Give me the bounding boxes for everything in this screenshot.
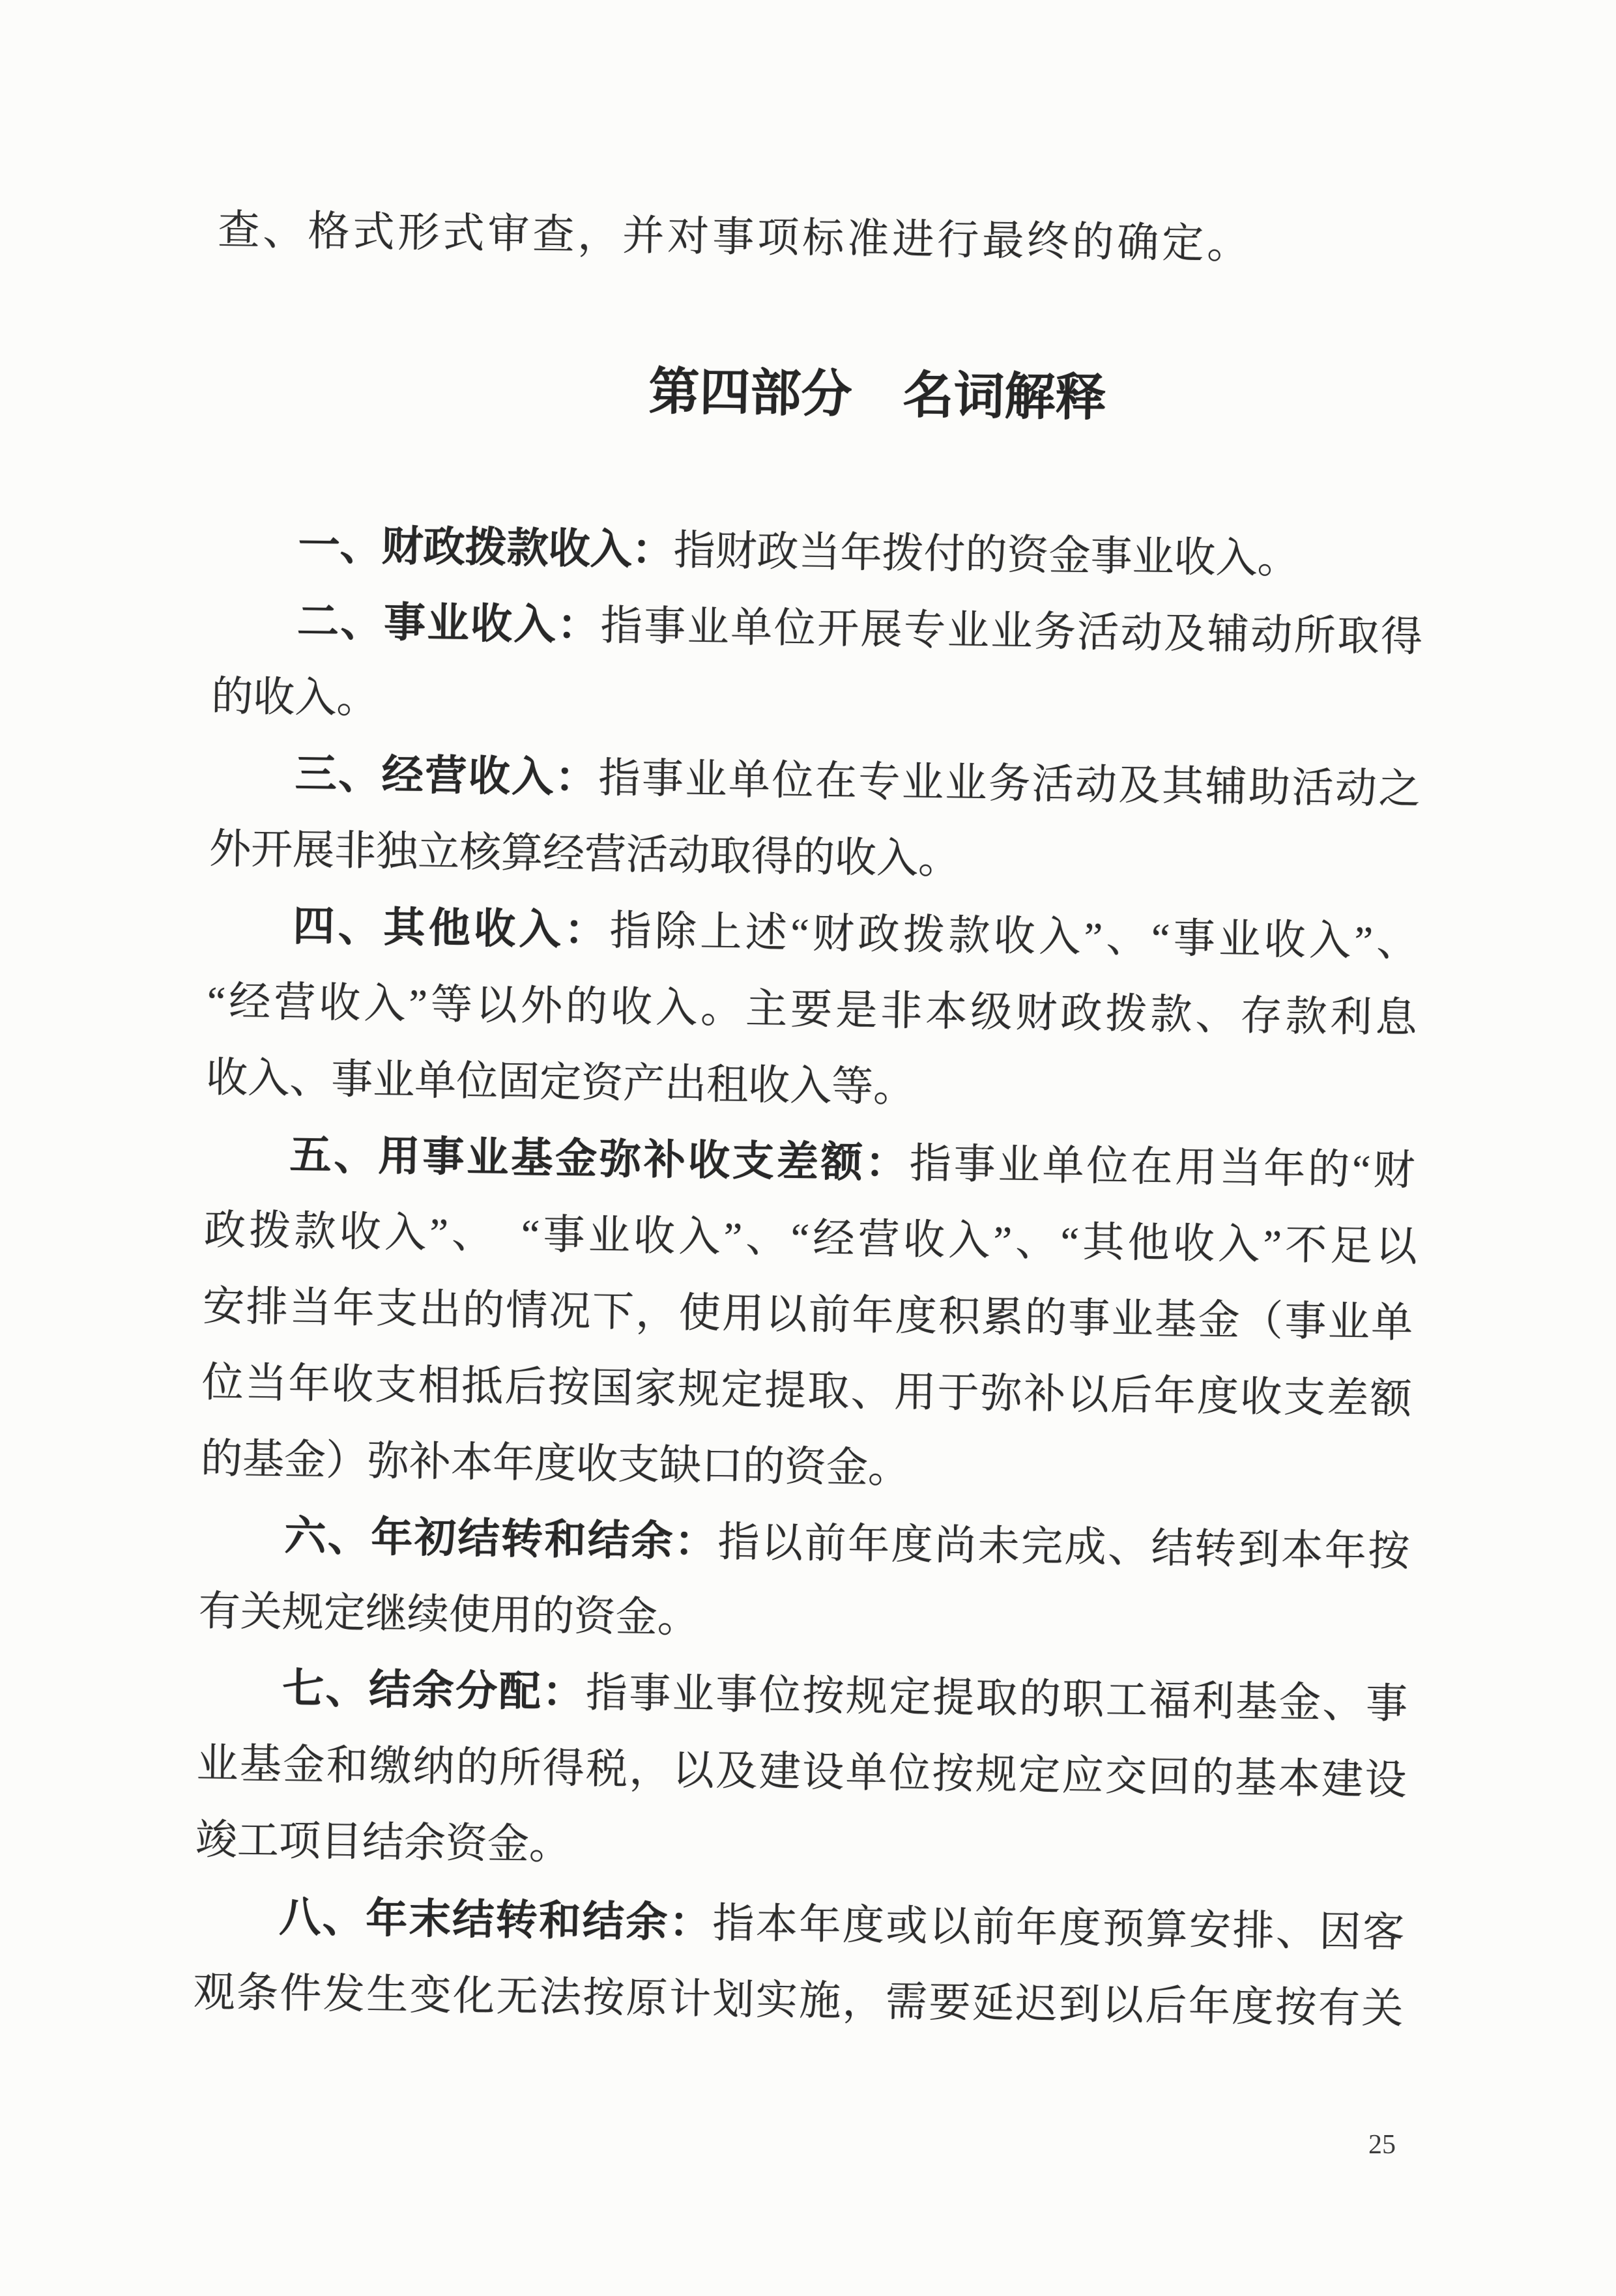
- line-text: 安排当年支出的情况下，使用以前年度积累的事业基金（事业单: [202, 1283, 1413, 1346]
- line-text: 有关规定继续使用的资金。: [198, 1588, 700, 1641]
- line-text: 的基金）弥补本年度收支缺口的资金。: [200, 1435, 910, 1492]
- line-text: 指以前年度尚未完成、结转到本年按: [717, 1519, 1410, 1575]
- line-text: “经营收入”等以外的收入。主要是非本级财政拨款、存款利息: [207, 978, 1418, 1042]
- line-text: 收入、事业单位固定资产出租收入等。: [205, 1054, 916, 1111]
- term-label: 一、财政拨款收入：: [298, 521, 674, 574]
- term-label: 五、用事业基金弥补收支差额：: [289, 1131, 910, 1187]
- section-heading: 第四部分 名词解释: [648, 363, 1107, 427]
- line-text: 的收入。: [210, 673, 379, 722]
- line-text: 指事业单位在用当年的“财: [909, 1140, 1415, 1194]
- term-label: 七、结余分配：: [281, 1665, 586, 1716]
- definitions-body: [193, 506, 1424, 2047]
- line-text: 竣工项目结余资金。: [195, 1816, 571, 1869]
- line-text: 指财政当年拨付的资金事业收入。: [673, 527, 1300, 582]
- line-text: 指本年度或以前年度预算安排、因客: [712, 1900, 1405, 1956]
- term-label: 四、其他收入：: [293, 902, 611, 954]
- page-number: 25: [1368, 2130, 1396, 2160]
- line-text: 指事业单位在专业业务活动及其辅助活动之: [598, 754, 1421, 813]
- term-label: 八、年末结转和结余：: [278, 1893, 713, 1947]
- line-text: 指除上述“财政拨款收入”、“事业收入”、: [609, 907, 1419, 966]
- line-text: 政拨款收入”、 “事业收入”、“经营收入”、“其他收入”不足以: [203, 1207, 1415, 1270]
- body-line: [193, 1954, 1404, 2047]
- carryover-paragraph-line: 查、格式形式审查，并对事项标准进行最终的确定。: [217, 207, 1252, 268]
- term-label: 六、年初结转和结余：: [283, 1512, 719, 1566]
- line-text: 指事业单位开展专业业务活动及辅动所取得: [600, 602, 1423, 661]
- line-text: 业基金和缴纳的所得税，以及建设单位按规定应交回的基本建设: [196, 1740, 1407, 1803]
- line-text: 外开展非独立核算经营活动取得的收入。: [209, 825, 960, 883]
- line-text: 指事业事位按规定提取的职工福利基金、事: [585, 1669, 1408, 1727]
- term-label: 三、经营收入：: [295, 750, 599, 801]
- term-label: 二、事业收入：: [296, 597, 601, 649]
- line-text: 观条件发生变化无法按原计划实施，需要延迟到以后年度按有关: [193, 1968, 1404, 2032]
- line-text: 位当年收支相抵后按国家规定提取、用于弥补以后年度收支差额: [201, 1359, 1413, 1422]
